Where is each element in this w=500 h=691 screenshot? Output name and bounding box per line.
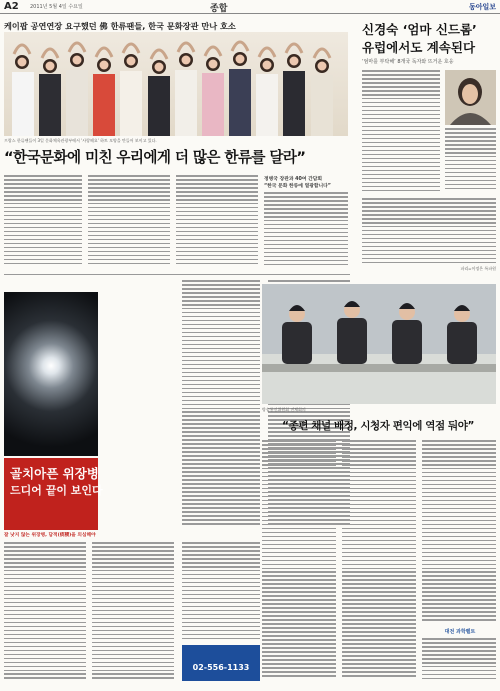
top-story-body-col4 [264, 192, 348, 270]
ad-headline-box [4, 458, 103, 530]
top-story-subhead-1: 정병국 장관과 40여 간담회 [264, 177, 323, 182]
top-story-body-col1 [4, 175, 82, 270]
top-story-body-col2 [88, 175, 170, 270]
bottom-right-col1 [262, 440, 336, 682]
quote-headline: “한국문화에 미친 우리에게 더 많은 한류를 달라” [4, 149, 306, 166]
bottom-right-col3 [422, 440, 496, 626]
author-portrait [445, 70, 496, 125]
ad-contact-box [182, 645, 260, 681]
ad-body-col3 [182, 542, 260, 642]
bottom-right-box-body [422, 638, 496, 682]
photo-caption: 프랑스 한류팬들이 3일 문화체육관광부에서 '사랑해요' 하트 모양을 만들어 보이고 있다. [4, 138, 157, 143]
ad-phone-number: 02-556-1133 [192, 663, 250, 672]
middle-news-col1 [182, 280, 260, 530]
right-body-text-1 [362, 70, 440, 195]
right-body-text-3 [362, 198, 496, 270]
right-title-line1: 신경숙 ‘엄마 신드롬’ [362, 22, 477, 37]
bottom-right-headline: “종편 채널 배정, 시청자 편익에 역점 둬야” [282, 420, 475, 432]
right-body-text-2 [445, 128, 496, 195]
section-divider [4, 274, 350, 275]
date-line: 2011년 5월 4일 수요일 [30, 4, 83, 10]
ad-photo [4, 292, 98, 456]
page-number: A2 [4, 1, 19, 12]
section-name: 종합 [210, 4, 228, 14]
top-story-photo [4, 32, 348, 136]
right-subtitle: ‘엄마를 부탁해’ 8개국 독자와 뜨거운 호응 [362, 59, 454, 65]
right-byline: 파리=이정은 특파원 [460, 266, 496, 271]
ad-headline-line2: 드디어 끝이 보인다 [10, 484, 103, 497]
right-title-line2: 유럽에서도 계속된다 [362, 40, 476, 55]
press-photo-caption: 방송통신위원회 전체회의 [262, 407, 306, 412]
top-story-subhead-2: “한국 문화 한류에 열광합니다” [264, 184, 331, 189]
ad-body-col2 [92, 542, 174, 682]
bottom-right-col2 [342, 440, 416, 682]
ad-headline-line1: 골치아픈 위장병 [10, 466, 99, 481]
ad-subhead: 잘 낫지 않는 위장병, 담적(痰積)을 의심해야 [4, 533, 96, 538]
bottom-right-box-title: 대전 과학벨트 [444, 629, 476, 635]
top-story-body-col3 [176, 175, 258, 270]
press-photo [262, 284, 496, 404]
ad-body-col1 [4, 542, 86, 682]
top-story-kicker: 케이팝 공연연장 요구했던 佛 한류팬들, 한국 문화장관 만나 호소 [4, 21, 236, 31]
page-header [0, 0, 500, 14]
brand-logo: 동아일보 [468, 3, 496, 11]
